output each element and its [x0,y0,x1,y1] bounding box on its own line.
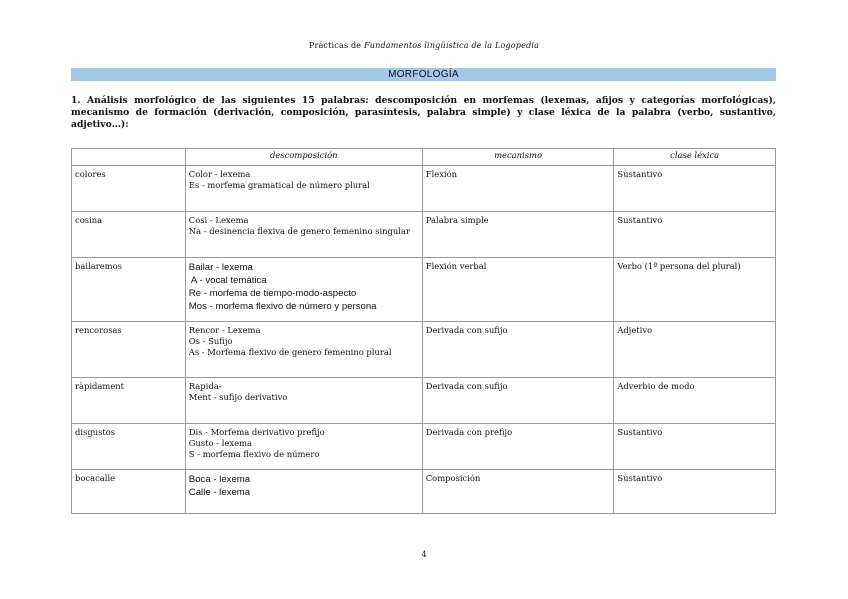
morpheme-line: Ment - sufijo derivativo [188,392,288,402]
table-row [72,378,776,424]
class-cell: Sustantivo [614,212,776,258]
class-cell: Sustantivo [614,166,776,212]
mechanism-cell: Composición [422,470,614,514]
morpheme-line: Rencor - Lexema [188,325,261,335]
word-cell: rencorosas [72,322,186,378]
morpheme-line: Bailar - lexema [188,262,253,273]
column-header: clase léxica [614,149,776,166]
decomposition-cell [185,378,422,424]
decomposition-cell [185,470,422,514]
task-statement: 1. Análisis morfológico de las siguientes 15 palabras: descomposición en morfemas (lexemas, afijos y categorías morfológicas), mecanismo de formación (derivación, composición, parasíntesis, palabra simple) y clase léxica de la palabra (verbo, sustantivo, adjetivo…): [71,95,776,130]
mechanism-cell: Flexión verbal [422,258,614,322]
table-header-row [72,149,776,166]
morpheme-line: As - Morfema flexivo de genero femenino plural [188,347,392,357]
word-cell: bailaremos [72,258,186,322]
mechanism-cell: Derivada con sufijo [422,322,614,378]
header-prefix: Prácticas de [308,41,362,50]
morpheme-line: Na - desinencia flexiva de genero femenino singular [188,226,410,236]
morpheme-line: Os - Sufijo [188,336,233,346]
morpheme-line: Rapida- [188,381,222,391]
decomposition-cell [185,212,422,258]
page-header [0,41,848,50]
section-title: MORFOLOGÍA [71,68,776,81]
morpheme-line: Color - lexema [188,169,251,179]
class-cell: Sustantivo [614,424,776,470]
table-row [72,166,776,212]
morpheme-line: S - morfema flexivo de número [188,449,320,459]
word-cell: ràpidament [72,378,186,424]
morpheme-line: Re - morfema de tiempo-modo-aspecto [188,288,357,299]
table-row [72,424,776,470]
header-title: Fundamentos lingüística de la Logopedia [364,41,540,50]
class-cell: Verbo (1ª persona del plural) [614,258,776,322]
table-row [72,470,776,514]
table-row [72,258,776,322]
morpheme-line: Dis - Morfema derivativo prefijo [188,427,325,437]
word-cell: cosina [72,212,186,258]
column-header: descomposición [185,149,422,166]
morphology-table [71,148,776,514]
morpheme-line: Calle - lexema [188,487,251,498]
mechanism-cell: Palabra simple [422,212,614,258]
table-row [72,212,776,258]
decomposition-cell [185,258,422,322]
mechanism-cell: Derivada con sufijo [422,378,614,424]
mechanism-cell: Flexión [422,166,614,212]
word-cell: colores [72,166,186,212]
decomposition-cell [185,322,422,378]
page-number: 4 [421,550,427,559]
column-header [72,149,186,166]
morpheme-line: Cosi - Lexema [188,215,249,225]
decomposition-cell [185,424,422,470]
morpheme-line: Mos - morfema flexivo de número y persona [188,301,377,312]
mechanism-cell: Derivada con prefijo [422,424,614,470]
word-cell: disgustos [72,424,186,470]
table-row [72,322,776,378]
morpheme-line: A - vocal temática [188,275,267,286]
morpheme-line: Es - morfema gramatical de número plural [188,180,370,190]
morpheme-line: Boca - lexema [188,474,251,485]
morpheme-line: Gusto - lexema [188,438,252,448]
class-cell: Adverbio de modo [614,378,776,424]
column-header: mecanismo [422,149,614,166]
class-cell: Sustantivo [614,470,776,514]
word-cell: bocacalle [72,470,186,514]
decomposition-cell [185,166,422,212]
class-cell: Adjetivo [614,322,776,378]
